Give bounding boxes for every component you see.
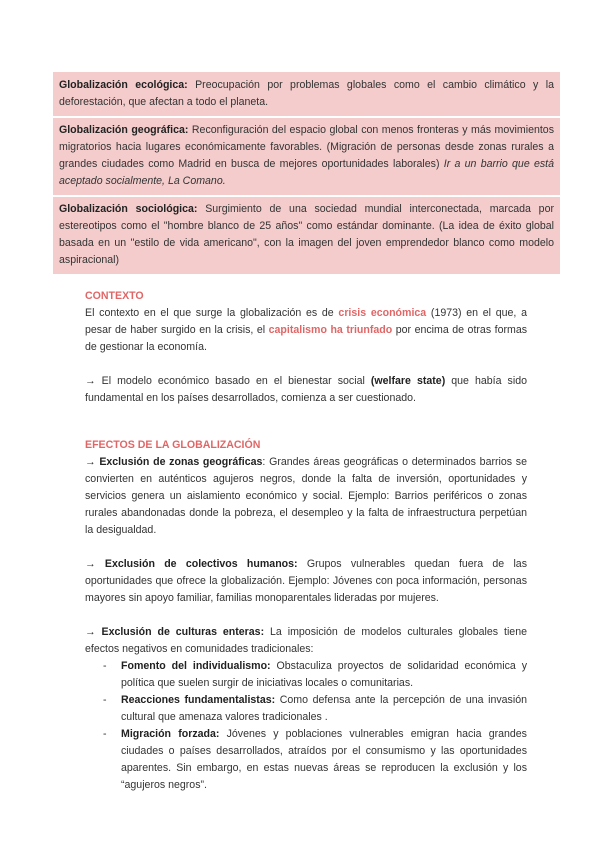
- list-item: [85, 726, 527, 794]
- text: que había sido fundamental en los países desarrollados, comienza a ser cuestionado.: [85, 375, 527, 404]
- list-item: [85, 692, 527, 726]
- list-item: [85, 658, 527, 692]
- term: Fomento del individualismo:: [121, 660, 271, 672]
- term: Migración forzada:: [121, 728, 220, 740]
- definition-geografica: [53, 118, 560, 195]
- effect-item: [85, 556, 527, 607]
- text: Grupos vulnerables quedan fuera de las oportunidades que ofrece la globalización. Ejemplo: Jóvenes con poca información, personas mayores sin apoyo familiar, familias monoparentales lideradas por mujeres.: [85, 558, 527, 604]
- effect-item: [85, 624, 527, 658]
- text: : Grandes áreas geográficas o determinados barrios se convierten en auténticos agujeros negros, donde la falta de inversión, oportunidades y servicios genera un aislamiento económico y social. Ejemplo: Barrios periféricos o zonas rurales abandonadas donde la pobreza, el desempleo y la falta de infraestructura perpetúan la desigualdad.: [85, 456, 527, 536]
- section-heading: EFECTOS DE LA GLOBALIZACIÓN: [85, 439, 261, 451]
- effect-item: [85, 454, 527, 539]
- term: Exclusión de zonas geográficas: [99, 456, 263, 468]
- italic-note: Ir a un barrio que está aceptado socialmente, La Comano.: [59, 158, 554, 187]
- text: por encima de otras formas de gestionar la economía.: [85, 324, 528, 353]
- text: La imposición de modelos culturales globales tiene efectos negativos en comunidades tradicionales:: [85, 626, 527, 655]
- term: Reacciones fundamentalistas:: [121, 694, 276, 706]
- text: Obstaculiza proyectos de solidaridad económica y política que suelen surgir de iniciativas locales o comunitarias.: [121, 660, 527, 689]
- term: Exclusión de colectivos humanos:: [104, 558, 298, 570]
- arrow-icon: →: [85, 558, 105, 570]
- arrow-icon: →: [85, 626, 102, 638]
- term: Exclusión de culturas enteras:: [101, 626, 265, 638]
- highlight: crisis económica: [338, 307, 427, 319]
- arrow-icon: →: [85, 456, 100, 468]
- text: → El modelo económico basado en el bienestar social: [85, 375, 371, 387]
- definition-ecologica: [53, 72, 560, 116]
- paragraph: [85, 305, 527, 356]
- definition-text: Reconfiguración del espacio global con menos fronteras y más movimientos migratorios hacia lugares económicamente favorables. (Migración de personas desde zonas rurales a grandes ciudades como Madrid en busca de mejores oportunidades laborales): [59, 124, 554, 170]
- highlight: capitalismo ha triunfado: [268, 324, 393, 336]
- dash-bullet-icon: -: [103, 728, 107, 740]
- text: (1973) en el que, a pesar de haber surgido en la crisis, el: [85, 307, 527, 336]
- paragraph: [85, 373, 527, 407]
- bullet-list: [85, 658, 527, 794]
- term: Globalización geográfica:: [59, 124, 189, 136]
- text: El contexto en el que surge la globalización es de: [85, 307, 339, 319]
- dash-bullet-icon: -: [103, 694, 107, 706]
- contexto-section: [85, 288, 527, 407]
- definition-text: Surgimiento de una sociedad mundial interconectada, marcada por estereotipos como el "hombre blanco de 25 años" como estándar dominante. (La idea de éxito global basada en un "estilo de vida americano", con la imagen del joven emprendedor blanco como modelo aspiracional): [59, 203, 554, 266]
- definition-sociologica: [53, 197, 560, 274]
- dash-bullet-icon: -: [103, 660, 107, 672]
- text: Jóvenes y poblaciones vulnerables emigran hacia grandes ciudades o países desarrollados, atraídos por el consumismo y las oportunidades aparentes. Sin embargo, en estas nuevas áreas se reproducen la exclusión y los “agujeros negros”.: [121, 728, 527, 791]
- definition-text: Preocupación por problemas globales como el cambio climático y la deforestación, que afectan a todo el planeta.: [59, 79, 554, 108]
- definitions-table: [53, 72, 560, 276]
- efectos-section: [85, 437, 527, 794]
- text: Como defensa ante la percepción de una invasión cultural que amenaza valores tradicionales .: [121, 694, 527, 723]
- bold-term: (welfare state): [370, 375, 446, 387]
- section-heading: CONTEXTO: [85, 290, 144, 302]
- term: Globalización ecológica:: [59, 79, 188, 91]
- term: Globalización sociológica:: [59, 203, 198, 215]
